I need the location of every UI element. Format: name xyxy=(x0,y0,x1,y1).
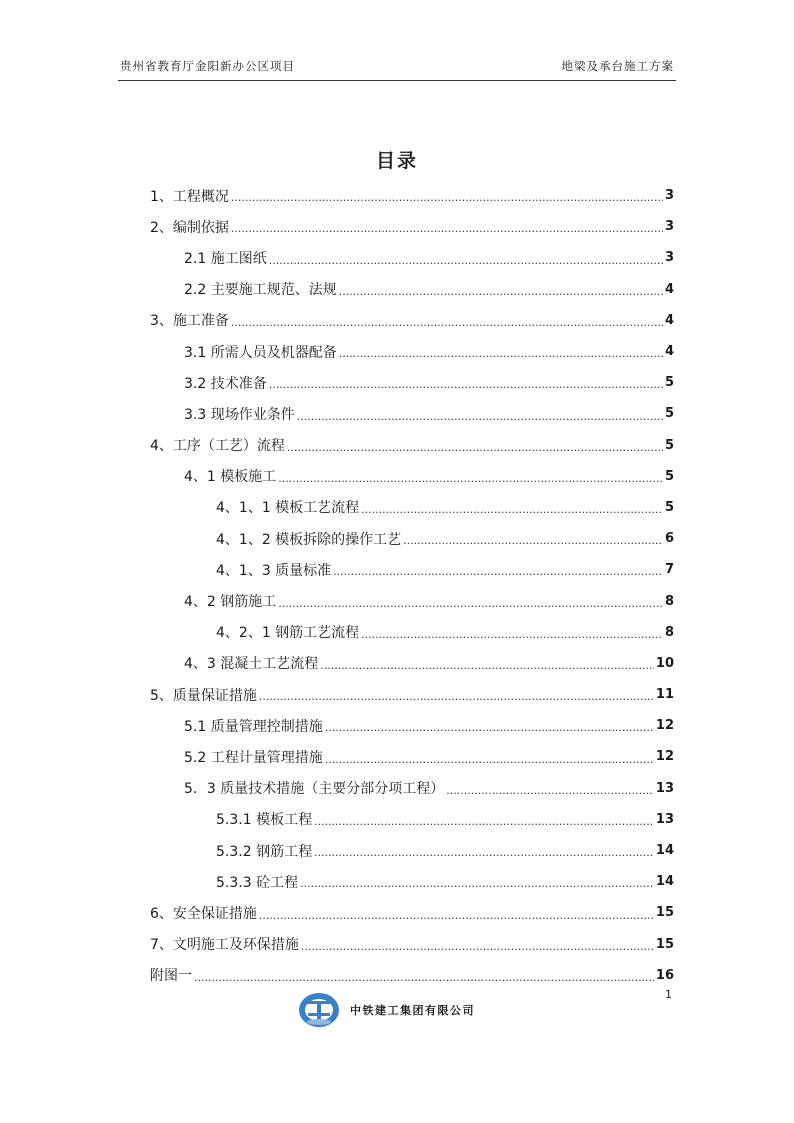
company-name: 中铁建工集团有限公司 xyxy=(350,1004,475,1017)
toc-entry-page: 11 xyxy=(655,687,674,703)
toc-entry[interactable] xyxy=(150,274,674,305)
toc-leader-dots xyxy=(278,472,663,492)
toc-entry[interactable] xyxy=(150,648,674,679)
toc-entry-label: 3.3 现场作业条件 xyxy=(184,406,295,423)
toc-entry-label: 3、施工准备 xyxy=(150,313,229,330)
toc-entry-page: 5 xyxy=(664,499,674,515)
toc-entry[interactable] xyxy=(150,835,674,866)
toc-entry[interactable] xyxy=(150,492,674,523)
toc-entry-label: 5.3.2 钢筋工程 xyxy=(216,843,313,860)
toc-entry-label: 5.3.1 模板工程 xyxy=(216,812,313,829)
toc-entry[interactable] xyxy=(150,305,674,336)
toc-entry[interactable] xyxy=(150,773,674,804)
toc-entry-label: 4、1 模板施工 xyxy=(184,469,277,486)
toc-leader-dots xyxy=(231,316,663,336)
toc-leader-dots xyxy=(269,378,663,398)
toc-entry-page: 13 xyxy=(655,811,674,827)
page-footer xyxy=(298,990,475,1030)
toc-entry-page: 15 xyxy=(655,905,674,921)
toc-leader-dots xyxy=(314,815,654,835)
toc-leader-dots xyxy=(287,441,663,461)
toc-leader-dots xyxy=(259,909,654,929)
toc-entry-label: 5．3 质量技术措施（主要分部分项工程） xyxy=(184,781,445,798)
toc-entry-page: 5 xyxy=(664,406,674,422)
toc-entry-page: 13 xyxy=(655,780,674,796)
toc-entry-page: 3 xyxy=(664,188,674,204)
toc-leader-dots xyxy=(231,222,663,242)
toc-entry[interactable] xyxy=(150,710,674,741)
toc-entry[interactable] xyxy=(150,741,674,772)
toc-entry-label: 1、工程概况 xyxy=(150,188,229,205)
toc-entry[interactable] xyxy=(150,929,674,960)
toc-leader-dots xyxy=(339,347,663,367)
page-header xyxy=(118,56,676,81)
toc-entry[interactable] xyxy=(150,430,674,461)
toc-leader-dots xyxy=(314,846,654,866)
toc-entry-page: 12 xyxy=(655,749,674,765)
toc-entry[interactable] xyxy=(150,336,674,367)
toc-entry[interactable] xyxy=(150,679,674,710)
toc-entry-label: 4、1、2 模板拆除的操作工艺 xyxy=(216,531,402,548)
toc-entry[interactable] xyxy=(150,585,674,616)
toc-leader-dots xyxy=(361,503,663,523)
page-number: 1 xyxy=(665,988,672,1001)
toc-entry-page: 4 xyxy=(664,281,674,297)
toc-entry-page: 5 xyxy=(664,375,674,391)
toc-entry-page: 3 xyxy=(664,219,674,235)
toc-entry-label: 4、2、1 钢筋工艺流程 xyxy=(216,625,360,642)
toc-entry[interactable] xyxy=(150,617,674,648)
toc-entry-label: 4、3 混凝土工艺流程 xyxy=(184,656,319,673)
toc-entry-page: 16 xyxy=(655,967,674,983)
toc-entry[interactable] xyxy=(150,398,674,429)
toc-leader-dots xyxy=(300,877,654,897)
toc-entry-page: 8 xyxy=(664,624,674,640)
toc-leader-dots xyxy=(446,784,654,804)
toc-entry-label: 5.2 工程计量管理措施 xyxy=(184,749,323,766)
toc-entry-label: 4、1、1 模板工艺流程 xyxy=(216,500,360,517)
toc-entry-label: 5.1 质量管理控制措施 xyxy=(184,718,323,735)
toc-entry-label: 6、安全保证措施 xyxy=(150,905,257,922)
toc-entry-page: 4 xyxy=(664,344,674,360)
header-project-name: 贵州省教育厅金阳新办公区项目 xyxy=(120,59,295,73)
toc-entry-page: 12 xyxy=(655,718,674,734)
toc-entry[interactable] xyxy=(150,211,674,242)
crcc-logo-icon xyxy=(298,992,340,1028)
toc-entry[interactable] xyxy=(150,804,674,835)
toc-entry-page: 7 xyxy=(664,562,674,578)
toc-entry-label: 4、工序（工艺）流程 xyxy=(150,438,285,455)
table-of-contents xyxy=(150,180,674,991)
toc-leader-dots xyxy=(403,534,663,554)
toc-leader-dots xyxy=(320,659,654,679)
toc-entry[interactable] xyxy=(150,180,674,211)
toc-leader-dots xyxy=(194,971,654,991)
toc-entry-page: 14 xyxy=(655,874,674,890)
toc-leader-dots xyxy=(325,753,654,773)
toc-leader-dots xyxy=(231,191,663,211)
toc-entry[interactable] xyxy=(150,897,674,928)
toc-leader-dots xyxy=(297,410,663,430)
toc-entry[interactable] xyxy=(150,960,674,991)
toc-leader-dots xyxy=(301,940,654,960)
toc-entry-label: 2.1 施工图纸 xyxy=(184,250,267,267)
toc-entry-page: 5 xyxy=(664,468,674,484)
toc-entry-label: 附图一 xyxy=(150,968,192,985)
toc-leader-dots xyxy=(361,628,663,648)
toc-entry-label: 7、文明施工及环保措施 xyxy=(150,937,299,954)
toc-leader-dots xyxy=(269,254,663,274)
toc-entry-page: 14 xyxy=(655,843,674,859)
toc-entry-page: 8 xyxy=(664,593,674,609)
toc-entry[interactable] xyxy=(150,523,674,554)
toc-entry[interactable] xyxy=(150,554,674,585)
toc-leader-dots xyxy=(325,721,654,741)
toc-leader-dots xyxy=(339,285,663,305)
toc-entry[interactable] xyxy=(150,866,674,897)
toc-entry-page: 15 xyxy=(655,936,674,952)
toc-entry[interactable] xyxy=(150,242,674,273)
toc-leader-dots xyxy=(333,565,663,585)
toc-entry-page: 5 xyxy=(664,437,674,453)
toc-entry[interactable] xyxy=(150,367,674,398)
toc-entry-page: 10 xyxy=(655,655,674,671)
toc-entry[interactable] xyxy=(150,461,674,492)
toc-leader-dots xyxy=(259,690,654,710)
toc-entry-label: 2、编制依据 xyxy=(150,219,229,236)
toc-entry-page: 6 xyxy=(664,531,674,547)
toc-title: 目录 xyxy=(375,150,418,172)
toc-leader-dots xyxy=(278,597,663,617)
toc-entry-label: 5.3.3 砼工程 xyxy=(216,874,299,891)
toc-entry-label: 4、1、3 质量标准 xyxy=(216,562,332,579)
toc-entry-label: 3.1 所需人员及机器配备 xyxy=(184,344,337,361)
toc-entry-label: 3.2 技术准备 xyxy=(184,375,267,392)
toc-entry-label: 5、质量保证措施 xyxy=(150,687,257,704)
toc-entry-page: 3 xyxy=(664,250,674,266)
toc-entry-page: 4 xyxy=(664,312,674,328)
header-document-title: 地梁及承台施工方案 xyxy=(561,59,674,73)
toc-entry-label: 2.2 主要施工规范、法规 xyxy=(184,282,337,299)
toc-entry-label: 4、2 钢筋施工 xyxy=(184,594,277,611)
